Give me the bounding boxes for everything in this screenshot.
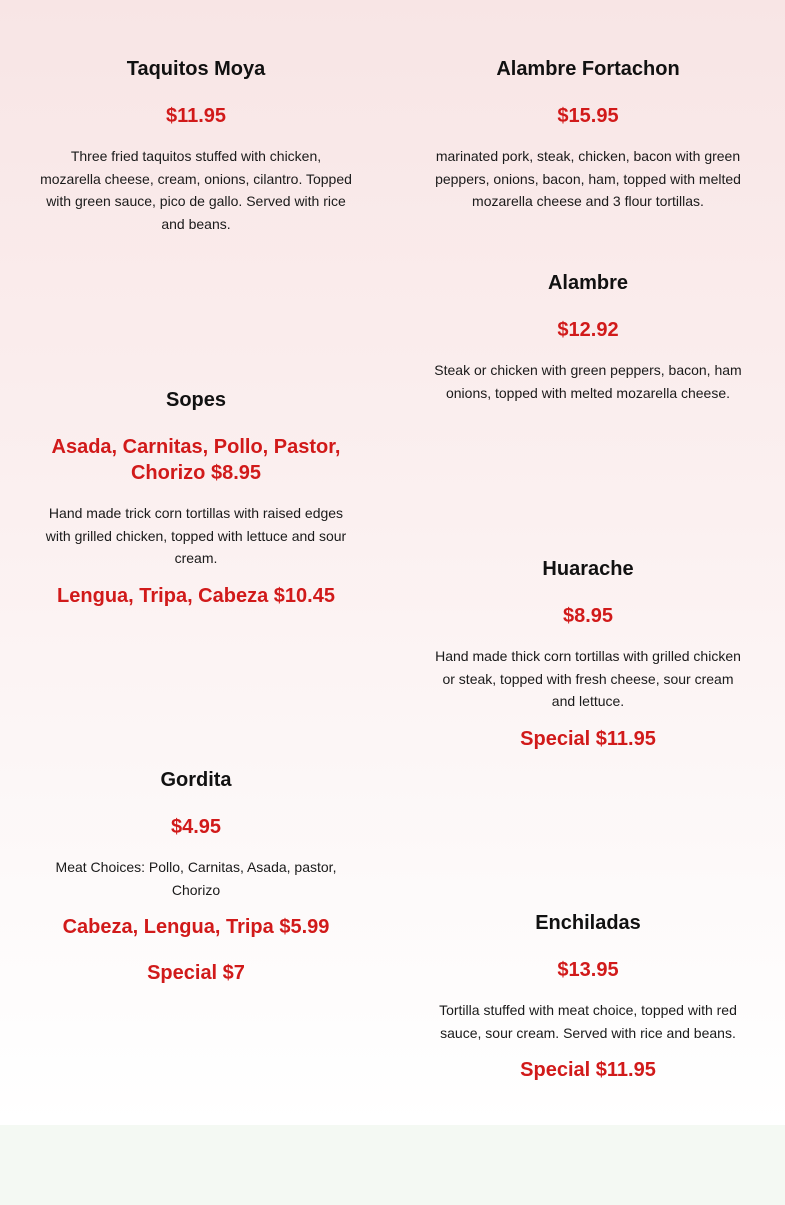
item-price: $11.95: [165, 105, 227, 127]
menu-item-alambre-fortachon: [431, 57, 745, 213]
item-price: $13.95: [557, 959, 619, 981]
item-price: $4.95: [170, 816, 222, 838]
item-price: $15.95: [557, 105, 619, 127]
item-title: Alambre: [547, 272, 629, 294]
item-description: marinated pork, steak, chicken, bacon with green peppers, onions, bacon, ham, topped with melted mozarella cheese and 3 flour tortillas.: [435, 148, 741, 210]
item-extra-price: Cabeza, Lengua, Tripa $5.99: [62, 916, 330, 939]
item-description: Three fried taquitos stuffed with chicken, mozarella cheese, cream, onions, cilantro. Topped with green sauce, pico de gallo. Served with rice and beans.: [40, 148, 352, 233]
item-special-price: Special $7: [147, 962, 245, 985]
item-special-price: Special $11.95: [520, 1059, 656, 1082]
item-price: $8.95: [562, 605, 614, 627]
item-title: Sopes: [165, 389, 227, 411]
item-description: Steak or chicken with green peppers, bacon, ham onions, topped with melted mozarella cheese.: [434, 362, 742, 401]
menu-item-alambre: [431, 271, 745, 404]
item-title: Gordita: [160, 769, 232, 791]
item-description: Meat Choices: Pollo, Carnitas, Asada, pastor, Chorizo: [55, 859, 337, 898]
item-extra-price: Lengua, Tripa, Cabeza $10.45: [57, 585, 335, 608]
item-description: Hand made thick corn tortillas with grilled chicken or steak, topped with fresh cheese, sour cream and lettuce.: [435, 648, 741, 710]
menu-item-gordita: [39, 768, 353, 986]
menu-item-enchiladas: [431, 911, 745, 1083]
item-title: Huarache: [542, 558, 634, 580]
item-special-price: Special $11.95: [520, 728, 656, 751]
item-price: $12.92: [557, 319, 619, 341]
menu-item-huarache: [431, 557, 745, 752]
item-price: Asada, Carnitas, Pollo, Pastor, Chorizo $8.95: [51, 436, 341, 484]
item-description: Hand made trick corn tortillas with raised edges with grilled chicken, topped with lettuce and sour cream.: [45, 505, 347, 567]
footer-band: [0, 1125, 785, 1205]
item-title: Enchiladas: [535, 912, 641, 934]
item-description: Tortilla stuffed with meat choice, topped with red sauce, sour cream. Served with rice and beans.: [439, 1002, 737, 1041]
item-title: Taquitos Moya: [126, 58, 266, 80]
menu-item-sopes: [39, 388, 353, 609]
menu-item-taquitos-moya: [39, 57, 353, 236]
item-title: Alambre Fortachon: [496, 58, 680, 80]
